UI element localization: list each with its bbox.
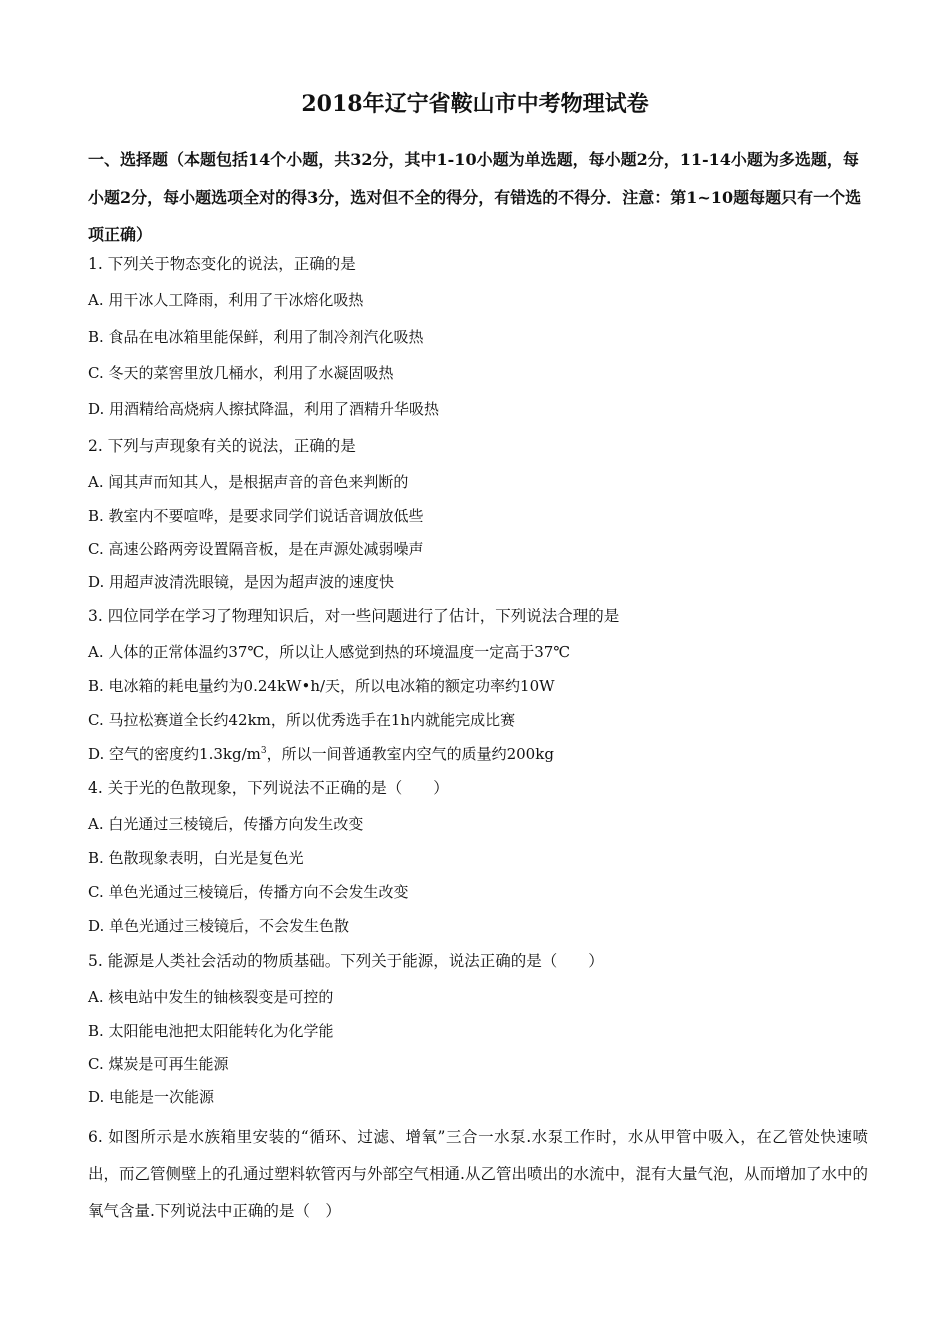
question-3-option-d-end: ，所以一间普通教室内空气的质量约200kg bbox=[266, 745, 554, 763]
question-4-option-b: B. 色散现象表明，白光是复色光 bbox=[88, 849, 304, 867]
question-3-option-d-start: D. 空气的密度约1.3kg/m bbox=[88, 745, 261, 763]
question-4-option-a: A. 白光通过三棱镜后，传播方向发生改变 bbox=[88, 815, 364, 833]
question-5-option-d: D. 电能是一次能源 bbox=[88, 1088, 215, 1106]
question-5-option-b: B. 太阳能电池把太阳能转化为化学能 bbox=[88, 1022, 334, 1040]
question-4-option-c: C. 单色光通过三棱镜后，传播方向不会发生改变 bbox=[88, 883, 409, 901]
question-2-stem: 2. 下列与声现象有关的说法，正确的是 bbox=[88, 437, 356, 455]
cubic-superscript: 3 bbox=[260, 746, 267, 756]
question-2-option-a: A. 闻其声而知其人，是根据声音的音色来判断的 bbox=[88, 473, 409, 491]
question-2-option-b: B. 教室内不要喧哗，是要求同学们说话音调放低些 bbox=[88, 507, 424, 525]
question-3-option-c: C. 马拉松赛道全长约42km，所以优秀选手在1h内就能完成比赛 bbox=[88, 711, 516, 729]
question-5-option-a: A. 核电站中发生的铀核裂变是可控的 bbox=[88, 988, 334, 1006]
question-4-option-d: D. 单色光通过三棱镜后，不会发生色散 bbox=[88, 917, 350, 935]
exam-title: 2018年辽宁省鞍山市中考物理试卷 bbox=[301, 91, 649, 117]
question-4-stem: 4. 关于光的色散现象，下列说法不正确的是（ ） bbox=[88, 779, 449, 797]
question-1-option-c: C. 冬天的菜窖里放几桶水，利用了水凝固吸热 bbox=[88, 364, 394, 382]
question-3-stem: 3. 四位同学在学习了物理知识后，对一些问题进行了估计，下列说法合理的是 bbox=[88, 607, 620, 625]
question-1-option-d: D. 用酒精给高烧病人擦拭降温，利用了酒精升华吸热 bbox=[88, 400, 440, 418]
question-5-stem: 5. 能源是人类社会活动的物质基础。下列关于能源，说法正确的是（ ） bbox=[88, 952, 604, 970]
question-2-option-c: C. 高速公路两旁设置隔音板，是在声源处减弱噪声 bbox=[88, 540, 424, 558]
question-1-option-a: A. 用干冰人工降雨，利用了干冰熔化吸热 bbox=[88, 291, 364, 309]
question-1-option-b: B. 食品在电冰箱里能保鲜，利用了制冷剂汽化吸热 bbox=[88, 328, 424, 346]
question-6-stem: 6. 如图所示是水族箱里安装的“循环、过滤、增氧”三合一水泵.水泵工作时，水从甲管中吸入，在乙管处快速喷出，而乙管侧壁上的孔通过塑料软管丙与外部空气相通.从乙管出喷出的水流中，混有大量气泡，从而增加了水中的氧气含量.下列说法中正确的是（ ） bbox=[88, 1128, 868, 1220]
section-heading: 一、选择题（本题包括14个小题，共32分，其中1-10小题为单选题，每小题2分，11-14小题为多选题，每小题2分，每小题选项全对的得3分，选对但不全的得分，有错选的不得分．注意：第1~10题每题只有一个选项正确） bbox=[88, 150, 862, 244]
question-3-option-b: B. 电冰箱的耗电量约为0.24kW•h/天，所以电冰箱的额定功率约10W bbox=[88, 677, 555, 695]
question-3-option-a: A. 人体的正常体温约37℃，所以让人感觉到热的环境温度一定高于37℃ bbox=[88, 643, 571, 661]
question-5-option-c: C. 煤炭是可再生能源 bbox=[88, 1055, 229, 1073]
question-3-option-d bbox=[88, 743, 554, 765]
question-1-stem: 1. 下列关于物态变化的说法，正确的是 bbox=[88, 255, 356, 273]
question-2-option-d: D. 用超声波清洗眼镜，是因为超声波的速度快 bbox=[88, 573, 395, 591]
